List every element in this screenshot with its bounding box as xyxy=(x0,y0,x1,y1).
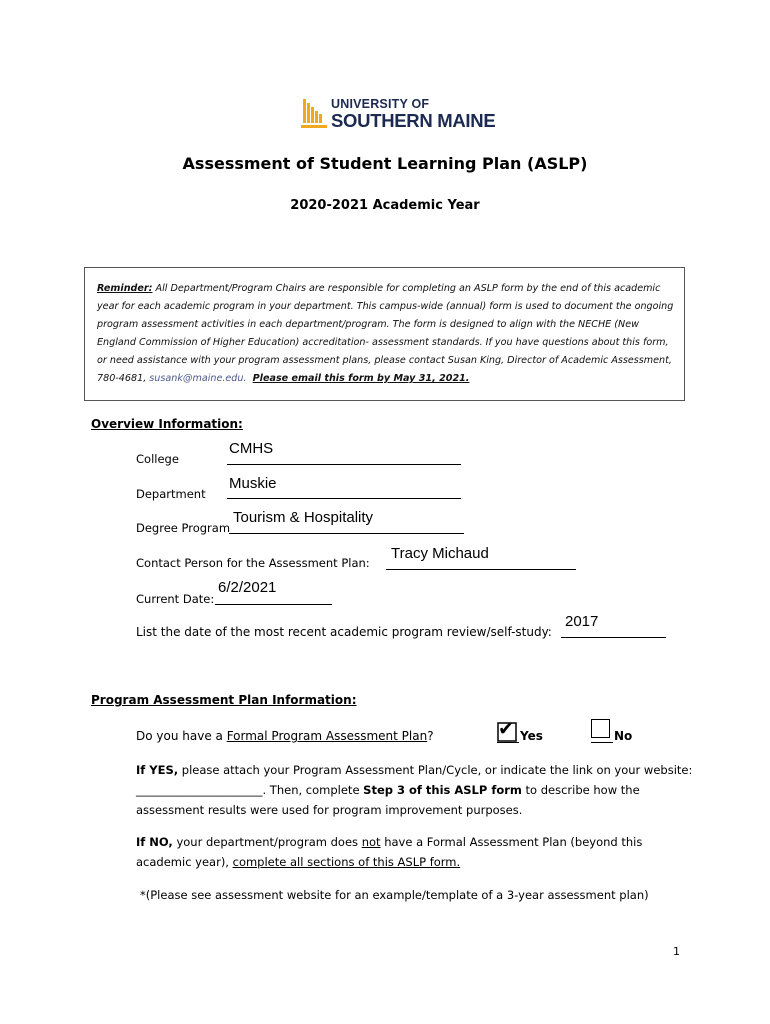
reminder-body: All Department/Program Chairs are responsible for completing an ASLP form by the end of this academic year for each academic program in your department. This campus-wide (annual) form is used to document the ongoing program assessment activities in each department/program. The form is designed to align with the NECHE (New England Commission of Higher Education) accreditation- assessment standards. If you have questions about this form, or need assistance with your program assessment plans, please contact Susan King, Director of Academic Assessment, 780-4681, xyxy=(97,283,674,384)
formal-plan-question xyxy=(136,729,434,743)
plan-heading xyxy=(91,693,357,707)
degree-program-line xyxy=(229,533,464,534)
reminder-text xyxy=(97,280,677,388)
website-link-blank[interactable]: ______________________ xyxy=(136,783,263,797)
degree-program-label: Degree Program xyxy=(136,521,231,535)
university-logo xyxy=(301,97,496,133)
academic-year: 2020-2021 Academic Year xyxy=(290,198,480,213)
college-value[interactable]: CMHS xyxy=(229,440,274,457)
if-yes-text1: please attach your Program Assessment Plan/Cycle, or indicate the link on your website: xyxy=(178,763,693,777)
logo-text-line2: SOUTHERN MAINE xyxy=(331,110,496,131)
review-date-line xyxy=(561,637,666,638)
if-yes-text3: to describe how the assessment results were used for program improvement purposes. xyxy=(136,783,640,817)
overview-heading-text: Overview Information xyxy=(91,417,239,431)
lighthouse-logo-icon xyxy=(301,97,327,131)
step3-reference: Step 3 of this ASLP form xyxy=(363,783,522,797)
review-date-value[interactable]: 2017 xyxy=(565,613,599,630)
template-note: *(Please see assessment website for an example/template of a 3-year assessment plan) xyxy=(140,888,649,902)
if-no-text1: your department/program does xyxy=(172,835,362,849)
yes-label: Yes xyxy=(520,729,543,743)
contact-person-line xyxy=(386,569,576,570)
reminder-box xyxy=(84,267,685,401)
department-line xyxy=(227,498,461,499)
contact-email[interactable]: susank@maine.edu. xyxy=(149,373,247,384)
no-checkbox[interactable] xyxy=(591,719,610,738)
contact-person-value[interactable]: Tracy Michaud xyxy=(391,545,489,562)
review-date-label: List the date of the most recent academic program review/self-study: xyxy=(136,625,552,639)
complete-all-sections: complete all sections of this ASLP form. xyxy=(232,855,461,869)
college-label: College xyxy=(136,452,179,466)
contact-person-label: Contact Person for the Assessment Plan: xyxy=(136,556,370,570)
department-label: Department xyxy=(136,487,206,501)
question-suffix: ? xyxy=(427,729,434,743)
formal-plan-link[interactable]: Formal Program Assessment Plan xyxy=(226,729,428,743)
yes-underline xyxy=(497,742,519,743)
if-yes-text2: . Then, complete xyxy=(262,783,364,797)
if-no-paragraph xyxy=(136,832,696,872)
current-date-label: Current Date: xyxy=(136,592,215,606)
yes-checkbox[interactable] xyxy=(497,718,516,741)
if-no-text2: have a Formal Assessment Plan (beyond this academic year), xyxy=(136,835,643,869)
no-underline xyxy=(591,742,613,743)
page-number: 1 xyxy=(673,945,680,958)
current-date-value[interactable]: 6/2/2021 xyxy=(218,579,277,596)
plan-heading-colon: : xyxy=(351,693,357,707)
if-yes-label: If YES, xyxy=(136,763,179,777)
reminder-label: Reminder: xyxy=(97,283,153,294)
degree-program-value[interactable]: Tourism & Hospitality xyxy=(233,509,374,526)
department-value[interactable]: Muskie xyxy=(229,475,277,492)
current-date-line xyxy=(215,604,332,605)
due-date-notice: Please email this form by May 31, 2021. xyxy=(252,373,470,384)
plan-heading-text: Program Assessment Plan Information xyxy=(91,693,352,707)
logo-text-line1: UNIVERSITY OF xyxy=(331,97,430,111)
no-label: No xyxy=(614,729,633,743)
document-title: Assessment of Student Learning Plan (ASLP) xyxy=(182,154,588,173)
not-emphasis: not xyxy=(361,835,381,849)
if-yes-paragraph xyxy=(136,760,696,820)
question-prefix: Do you have a xyxy=(136,729,227,743)
if-no-label: If NO, xyxy=(136,835,173,849)
overview-heading xyxy=(91,417,243,431)
college-line xyxy=(227,464,461,465)
overview-heading-colon: : xyxy=(238,417,243,431)
checkmark-icon: ✔ xyxy=(498,718,514,740)
